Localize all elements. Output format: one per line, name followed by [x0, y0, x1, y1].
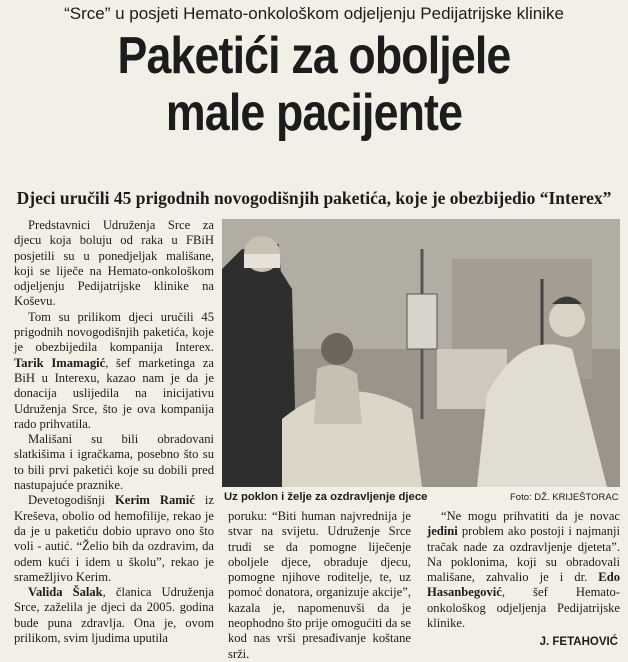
byline: J. FETAHOVIĆ: [539, 636, 618, 648]
photo-caption: Uz poklon i želje za ozdravljenje djece: [224, 491, 428, 503]
person-name: Tarik Imamagić: [14, 355, 106, 370]
article-column-1: [14, 218, 214, 646]
kicker: “Srce” u posjeti Hemato-onkološkom odjeljenju Pedijatrijske klinike: [64, 4, 564, 23]
paragraph-3: Mališani su bili obradovani slatkišima i igračkama, posebno što su to bili prvi paketići koje su dobili pred nastupajuće praznike.: [14, 432, 214, 493]
person-name: Edo Hasanbegović: [427, 570, 620, 600]
headline: [44, 28, 584, 142]
paragraph-4: Devetogodišnji Kerim Ramić iz Kreševa, obolio od hemofilije, rekao je da je u paketiću dobio upravo ono što voli - autić. “Želio bih da ozdravim, da odem kući i idem u školu”, rekao je sramežljivo Kerim.: [14, 493, 214, 584]
headline-line-1: Paketići za oboljele: [117, 27, 511, 85]
subheadline: Djeci uručili 45 prigodnih novogodišnjih paketića, koje je obezbijedio “Interex”: [16, 188, 612, 208]
headline-line-2: male pacijente: [165, 84, 463, 142]
paragraph-7: “Ne mogu prihvatiti da je novac jedini problem ako postoji i najmanji tračak nade za ozdravljenje djeteta”. Na poklonima, koji su obradovali mališane, zahvalio je i dr. Edo Hasanbegović, šef Hemato-onkološkog odjeljenja Pedijatrijske klinike.: [427, 509, 620, 631]
photo-credit: Foto: DŽ. KRIJEŠTORAC: [510, 492, 619, 503]
person-name: Kerim Ramić: [114, 493, 195, 508]
paragraph-1: Predstavnici Udruženja Srce za djecu koja boluju od raka u FBiH posjetili su u ponedjeljak mališane, koji se liječe na Hemato-onkološkom odjeljenju Pedijatrijske klinike na Koševu.: [14, 218, 214, 309]
article-column-2: [228, 509, 411, 662]
article-photo: [222, 219, 620, 487]
paragraph-2: Tom su prilikom djeci uručili 45 prigodnih novogodišnjih paketića, koje je obezbijedila kompanija Interex. Tarik Imamagić, šef marketinga za BiH u Interexu, kazao nam je da je donacija uslijedila na inicijativu Udruženja Srce, što je ova kompanija rado prihvatila.: [14, 309, 214, 431]
paragraph-6: poruku: “Biti human najvrednija je stvar na svijetu. Udruženje Srce trudi se da pomogne liječenje oboljele djece, obraduje djecu, pomogne njihove roditelje, te, uz pomoć donatora, organizuje akcije”, kazala je, napomenuvši da je neophodno što prije omogućiti da se kod nas vrši presađivanje koštane srži.: [228, 509, 411, 661]
person-name: Valida Šalak: [28, 585, 103, 600]
photo-illustration: [222, 219, 620, 487]
article-column-3: [427, 509, 620, 631]
paragraph-5: Valida Šalak, članica Udruženja Srce, zaželila je djeci da 2005. godina bude puna zdravlja. Ona je, ovom prilikom, svim ljudima uputila: [14, 585, 214, 646]
